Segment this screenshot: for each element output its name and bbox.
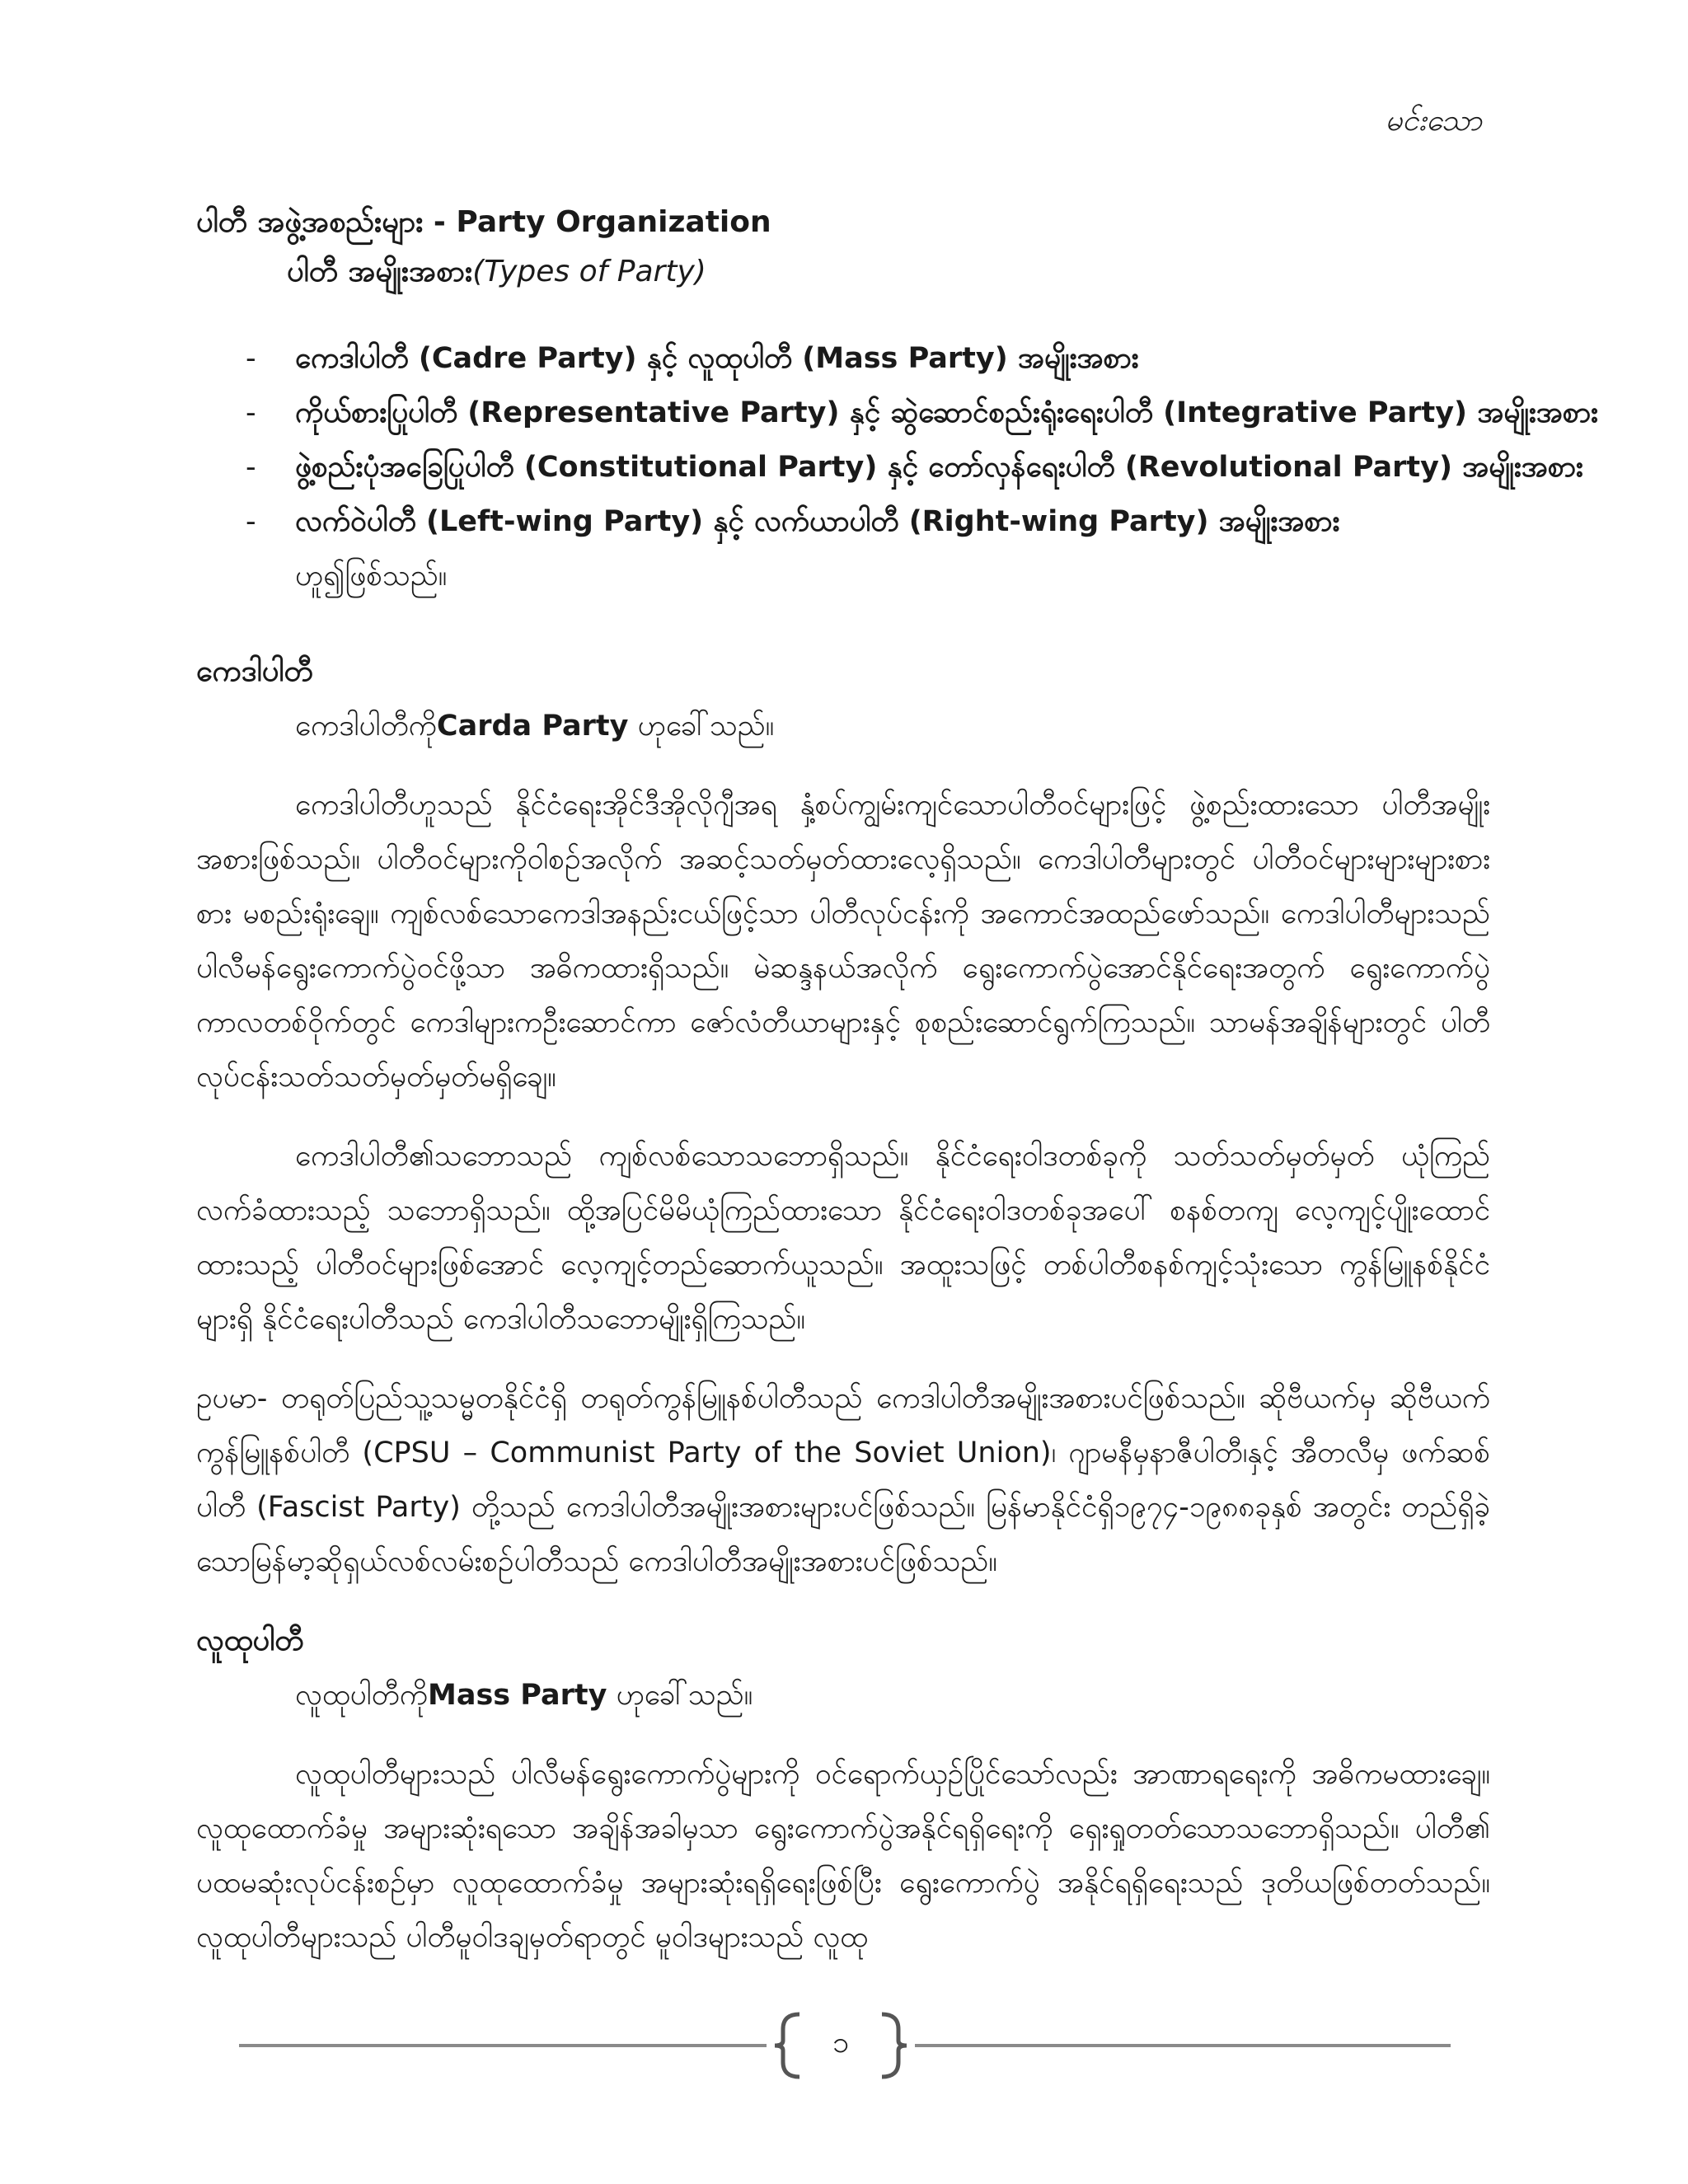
subtitle-en: (Types of Party) (472, 255, 706, 288)
section-title: ပါတီ အဖွဲ့အစည်းများ - Party Organization (196, 205, 771, 239)
mass-intro-end: ဟုခေါ်သည်။ (607, 1679, 753, 1712)
section-subtitle (287, 247, 1490, 297)
list-dash: - (246, 396, 256, 429)
footer-rule-right (915, 2044, 1451, 2047)
page-content (196, 198, 1598, 1990)
mass-intro (295, 1668, 1490, 1722)
list-item (196, 386, 1598, 440)
cadre-intro-en: Carda Party (436, 710, 629, 743)
mass-heading: လူထုပါတီ (196, 1624, 304, 1657)
cadre-heading: ကေဒါပါတီ (196, 654, 313, 688)
list-dash: - (246, 505, 256, 538)
mass-intro-en: Mass Party (428, 1679, 607, 1712)
subtitle-mm: ပါတီ အမျိုးအစား (287, 255, 473, 288)
cadre-paragraph-1: ကေဒါပါတီဟူသည် နိုင်ငံရေးအိုင်ဒီအိုလိုဂျီအရ နှံ့စပ်ကျွမ်းကျင်သောပါတီဝင်များဖြင့် ဖွဲ့စည်းထားသော ပါတီအမျိုးအစားဖြစ်သည်။ ပါတီဝင်များကိုဝါစဉ်အလိုက် အဆင့်သတ်မှတ်ထားလေ့ရှိသည်။ ကေဒါပါတီများတွင် ပါတီဝင်များများများစားစား မစည်းရုံးချေ။ ကျစ်လစ်သောကေဒါအနည်းငယ်ဖြင့်သာ ပါတီလုပ်ငန်းကို အကောင်အထည်ဖော်သည်။ ကေဒါပါတီများသည် ပါလီမန်ရွေးကောက်ပွဲဝင်ဖို့သာ အဓိကထားရှိသည်။ မဲဆန္ဒနယ်အလိုက် ရွေးကောက်ပွဲအောင်နိုင်ရေးအတွက် ရွေးကောက်ပွဲကာလတစ်ဝိုက်တွင် ကေဒါများကဦးဆောင်ကာ ဇော်လံတီယာများနှင့် စုစည်းဆောင်ရွက်ကြသည်။ သာမန်အချိန်များတွင် ပါတီလုပ်ငန်းသတ်သတ်မှတ်မှတ်မရှိချေ။ (196, 789, 1490, 1094)
list-item-text: ကေဒါပါတီ (Cadre Party) နှင့် လူထုပါတီ (Mass Party) အမျိုးအစား (295, 342, 1139, 375)
cadre-intro-end: ဟုခေါ်သည်။ (628, 710, 775, 743)
mass-intro-mm: လူထုပါတီကို (295, 1679, 428, 1712)
cadre-intro (295, 699, 1490, 753)
page-number: ၁ (832, 2026, 850, 2060)
running-header: မင်းသော (1385, 104, 1482, 138)
mass-paragraph-1: လူထုပါတီများသည် ပါလီမန်ရွေးကောက်ပွဲများကို ဝင်ရောက်ယှဉ်ပြိုင်သော်လည်း အာဏာရရေးကို အဓိကမထားချေ။ လူထုထောက်ခံမှု အများဆုံးရသော အချိန်အခါမှသာ ရွေးကောက်ပွဲအနိုင်ရရှိရေးကို ရှေးရှုတတ်သောသဘောရှိသည်။ ပါတီ၏ ပထမဆုံးလုပ်ငန်းစဉ်မှာ လူထုထောက်ခံမှု အများဆုံးရရှိရေးဖြစ်ပြီး ရွေးကောက်ပွဲ အနိုင်ရရှိရေးသည် ဒုတိယဖြစ်တတ်သည်။ လူထုပါတီများသည် ပါတီမူဝါဒချမှတ်ရာတွင် မူဝါဒများသည် လူထု (196, 1758, 1490, 1954)
footer-rule-left (239, 2044, 767, 2047)
list-item (196, 494, 1490, 549)
list-dash: - (246, 342, 256, 375)
cadre-paragraph-example: ဥပမာ- တရုတ်ပြည်သူ့သမ္မတနိုင်ငံရှိ တရုတ်ကွန်မြူနစ်ပါတီသည် ကေဒါပါတီအမျိုးအစားပင်ဖြစ်သည်။ ဆိုဗီယက်မှ ဆိုဗီယက်ကွန်မြူနစ်ပါတီ (CPSU – Communist Party of the Soviet Union)၊ ဂျာမနီမှနာဇီပါတီ၊နှင့် အီတလီမှ ဖက်ဆစ်ပါတီ (Fascist Party) တို့သည် ကေဒါပါတီအမျိုးအစားများပင်ဖြစ်သည်။ မြန်မာနိုင်ငံရှိ၁၉၇၄-၁၉၈၈ခုနှစ် အတွင်း တည်ရှိခဲ့သောမြန်မာ့ဆိုရှယ်လစ်လမ်းစဉ်ပါတီသည် ကေဒါပါတီအမျိုးအစားပင်ဖြစ်သည်။ (196, 1382, 1490, 1578)
list-item (196, 331, 1490, 386)
list-dash: - (246, 451, 256, 484)
types-conclusion: ဟူ၍ဖြစ်သည်။ (295, 560, 448, 593)
list-item-text: ဖွဲ့စည်းပုံအခြေပြုပါတီ (Constitutional Party) နှင့် တော်လှန်ရေးပါတီ (Revolutional Party) အမျိုးအစား (295, 451, 1583, 484)
list-item (196, 440, 1583, 494)
cadre-paragraph-2: ကေဒါပါတီ၏သဘောသည် ကျစ်လစ်သောသဘောရှိသည်။ နိုင်ငံရေးဝါဒတစ်ခုကို သတ်သတ်မှတ်မှတ် ယုံကြည်လက်ခံထားသည့် သဘောရှိသည်။ ထို့အပြင်မိမိယုံကြည်ထားသော နိုင်ငံရေးဝါဒတစ်ခုအပေါ် စနစ်တကျ လေ့ကျင့်ပျိုးထောင်ထားသည့် ပါတီဝင်များဖြစ်အောင် လေ့ကျင့်တည်ဆောက်ယူသည်။ အထူးသဖြင့် တစ်ပါတီစနစ်ကျင့်သုံးသော ကွန်မြူနစ်နိုင်ငံများရှိ နိုင်ငံရေးပါတီသည် ကေဒါပါတီသဘောမျိုးရှိကြသည်။ (196, 1140, 1490, 1336)
party-types-list (196, 331, 1598, 549)
cadre-intro-mm: ကေဒါပါတီကို (295, 710, 437, 743)
list-item-text: လက်ဝဲပါတီ (Left-wing Party) နှင့် လက်ယာပါတီ (Right-wing Party) အမျိုးအစား (295, 505, 1340, 538)
page-footer (239, 2011, 1451, 2077)
list-item-text: ကိုယ်စားပြုပါတီ (Representative Party) နှင့် ဆွဲဆောင်စည်းရုံးရေးပါတီ (Integrative Party) အမျိုးအစား (295, 396, 1598, 429)
